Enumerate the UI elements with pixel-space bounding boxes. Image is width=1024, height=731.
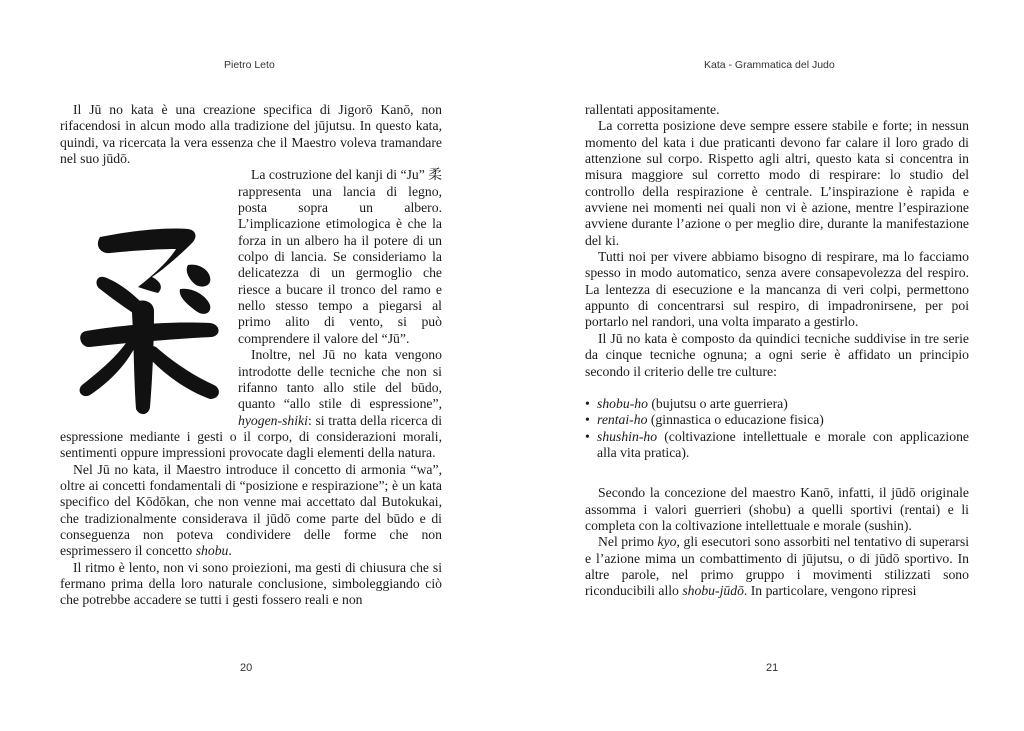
paragraph: rallentati appositamente. xyxy=(585,102,720,117)
paragraph: La corretta posizione deve sempre essere stabile e forte; in nessun momento del kata i due praticanti devono far calare il loro grado di attenzione sul corpo. Rispetto agli altri, questo kata si concentra in misura maggiore sul corretto modo di respirare: lo studio del controllo della respirazione è centrale. L’inspirazione è rapida e avviene nei momenti nei quali non vi è azione, mentre l’espirazione avviene durante l’azione o per meglio dire, durante la manifestazione del ki. xyxy=(585,118,969,248)
kanji-ju-figure xyxy=(60,207,232,421)
list-item: • shobu-ho (bujutsu o arte guerriera) xyxy=(585,395,788,411)
paragraph: Tutti noi per vivere abbiamo bisogno di respirare, ma lo facciamo spesso in modo automatico, senza avere consapevolezza del respiro. La lentezza di esecuzione e la mancanza di veri colpi, permettono appunto di concentrarsi sul respiro, di impadronirsene, per poi portarlo nel randori, una volta imparato a gestirlo. xyxy=(585,249,969,330)
paragraph: Il Jū no kata è una creazione specifica di Jigorō Kanō, non rifacendosi in alcun modo alla tradizione del jūjutsu. In questo kata, quindi, va ricercata la vera essenza che il Maestro voleva tramandare nel suo jūdō. xyxy=(60,102,442,167)
paragraph: Nel primo kyo, gli esecutori sono assorbiti nel tentativo di superarsi e l’azione mima un combattimento di jūjutsu, o di jūdō sportivo. In altre parole, nel primo gruppo i movimenti stilizzati sono riconducibili allo shobu-jūdō. In particolare, vengono ripresi xyxy=(585,534,969,599)
right-page xyxy=(512,0,1024,731)
paragraph-with-figure: La costruzione del kanji di “Ju” 柔 rappresenta una lancia di legno, posta sopra un albero. L’implicazione etimologica è che la forza in un albero ha il potere di un colpo di lancia. Se consideriamo la delicatezza di un germoglio che riesce a bucare il tronco del ramo e nello stesso tempo a piegarsi al primo alito di vento, si può comprendere il valore del “Jū”. xyxy=(60,167,442,347)
running-head-author: Pietro Leto xyxy=(224,59,275,71)
bullet-icon: • xyxy=(585,395,590,411)
left-page-body xyxy=(60,102,442,609)
paragraph: Inoltre, nel Jū no kata vengono introdotte delle tecniche che non si rifanno tanto allo stile del būdo, quanto “allo stile di espressione”, hyogen-shiki: si tratta della ricerca di espressione mediante i gesti o il corpo, di considerazioni morali, sentimenti oppure impressioni provocate dagli elementi della natura. xyxy=(60,347,442,461)
page-number: 21 xyxy=(766,662,779,674)
running-head-title: Kata - Grammatica del Judo xyxy=(704,59,835,71)
page-number: 20 xyxy=(240,662,253,674)
bullet-icon: • xyxy=(585,412,590,428)
list-item: • rentai-ho (ginnastica o educazione fisica) xyxy=(585,412,824,428)
paragraph: Il ritmo è lento, non vi sono proiezioni, ma gesti di chiusura che si fermano prima della loro naturale conclusione, simboleggiando ciò che potrebbe accadere se tutti i gesti fossero reali e non xyxy=(60,559,442,608)
paragraph: Il Jū no kata è composto da quindici tecniche suddivise in tre serie da cinque tecniche ognuna; a ogni serie è affidato un principio secondo il criterio delle tre culture: xyxy=(585,330,969,379)
paragraph: Secondo la concezione del maestro Kanō, infatti, il jūdō originale assomma i valori guerrieri (shobu) a quelli sportivi (rentai) e li completa con la coltivazione intellettuale e morale (sushin). xyxy=(585,485,969,533)
list-item: • shushin-ho (coltivazione intellettuale e morale con applicazione alla vita pratica). xyxy=(585,428,969,460)
three-cultures-list xyxy=(585,396,969,461)
bullet-icon: • xyxy=(585,428,590,444)
right-page-body xyxy=(585,102,969,600)
kanji-ju-calligraphy-icon xyxy=(60,207,232,421)
paragraph: Nel Jū no kata, il Maestro introduce il concetto di armonia “wa”, oltre ai concetti fondamentali di “posizione e respirazione”; è un kata specifico del Kōdōkan, che non venne mai accettato dal Butokukai, che tradizionalmente considerava il jūdō come parte del būdo e di conseguenza non poteva condividere delle forme che non esprimessero il concetto shobu. xyxy=(60,461,442,559)
